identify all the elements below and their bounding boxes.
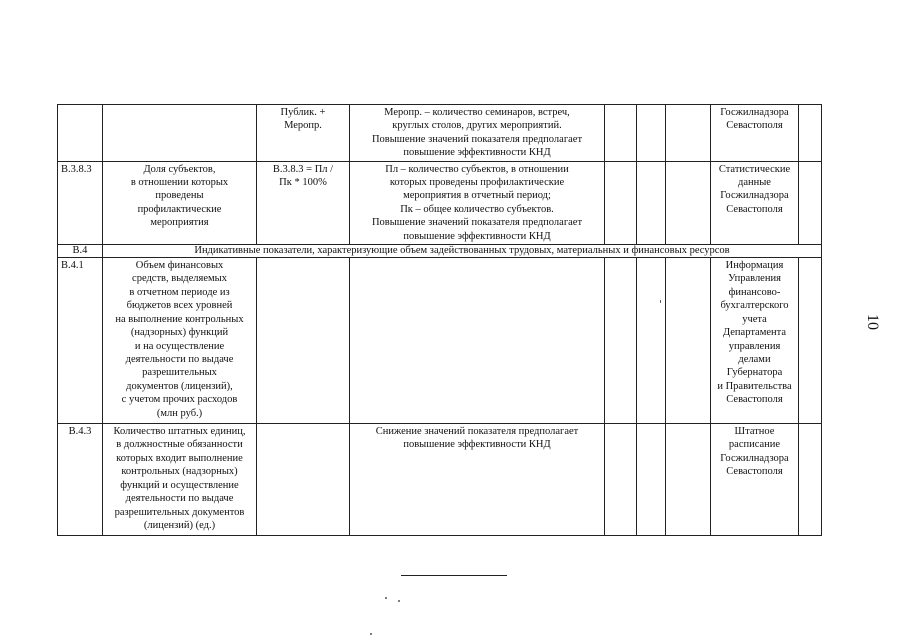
indicator-name: Объем финансовых средств, выделяемых в отчетном периоде из бюджетов всех уровней на выполнение контрольных (надзорных) функций и на осуществление деятельности по выдаче разрешительных документов (лицензий), с учетом прочих расходов (млн руб.) [103, 258, 257, 424]
table-row [58, 161, 822, 244]
indicator-code: В.3.8.3 [58, 161, 103, 244]
indicator-formula [257, 258, 350, 424]
empty-cell [637, 424, 666, 536]
scan-speck [660, 300, 661, 303]
indicator-source: Информация Управления финансово- бухгалтерского учета Департамента управления делами Губернатора и Правительства Севастополя [711, 258, 799, 424]
empty-cell [799, 105, 822, 162]
empty-cell [605, 105, 637, 162]
empty-cell [637, 258, 666, 424]
indicator-formula: В.3.8.3 = Пл / Пк * 100% [257, 161, 350, 244]
empty-cell [605, 161, 637, 244]
empty-cell [605, 258, 637, 424]
scan-speck [398, 600, 400, 602]
indicator-description: Меропр. – количество семинаров, встреч, круглых столов, других мероприятий. Повышение значений показателя предполагает повышение эффективности КНД [350, 105, 605, 162]
page-number: 10 [864, 314, 881, 330]
indicator-description [350, 258, 605, 424]
scan-speck [370, 633, 372, 635]
indicator-source: Госжилнадзора Севастополя [711, 105, 799, 162]
indicator-name [103, 105, 257, 162]
indicator-code: В.4.1 [58, 258, 103, 424]
section-code: В.4 [58, 245, 103, 258]
empty-cell [666, 258, 711, 424]
indicator-formula: Публик. + Меропр. [257, 105, 350, 162]
indicator-description: Пл – количество субъектов, в отношении которых проведены профилактические мероприятия в отчетный период; Пк – общее количество субъектов. Повышение значений показателя предполагает повышение эффективности КНД [350, 161, 605, 244]
indicator-name: Доля субъектов, в отношении которых проведены профилактические мероприятия [103, 161, 257, 244]
indicator-source: Штатное расписание Госжилнадзора Севастополя [711, 424, 799, 536]
empty-cell [799, 424, 822, 536]
indicator-name: Количество штатных единиц, в должностные обязанности которых входит выполнение контрольных (надзорных) функций и осуществление деятельности по выдаче разрешительных документов (лицензий) (ед.) [103, 424, 257, 536]
indicator-code: В.4.3 [58, 424, 103, 536]
indicator-description: Снижение значений показателя предполагает повышение эффективности КНД [350, 424, 605, 536]
table-row [58, 424, 822, 536]
table-row [58, 105, 822, 162]
indicator-formula [257, 424, 350, 536]
empty-cell [666, 105, 711, 162]
empty-cell [666, 424, 711, 536]
empty-cell [605, 424, 637, 536]
empty-cell [799, 161, 822, 244]
indicator-source: Статистические данные Госжилнадзора Севастополя [711, 161, 799, 244]
empty-cell [666, 161, 711, 244]
footer-divider [401, 575, 507, 576]
section-title: Индикативные показатели, характеризующие объем задействованных трудовых, материальных и финансовых ресурсов [103, 245, 822, 258]
scan-speck [385, 597, 387, 599]
section-row [58, 245, 822, 258]
empty-cell [637, 161, 666, 244]
indicator-code [58, 105, 103, 162]
empty-cell [799, 258, 822, 424]
empty-cell [637, 105, 666, 162]
table-row [58, 258, 822, 424]
indicators-table [57, 104, 822, 536]
